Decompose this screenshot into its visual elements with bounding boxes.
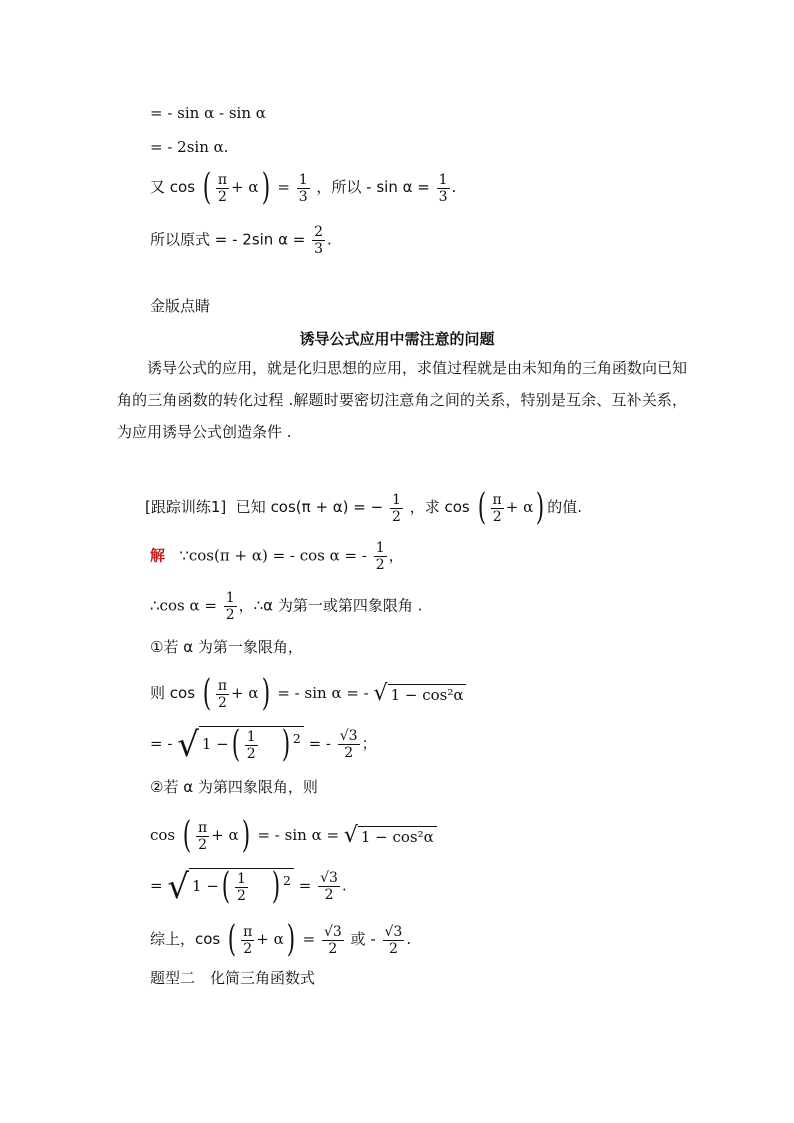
denominator: 2 bbox=[236, 887, 246, 904]
fraction bbox=[297, 172, 310, 205]
derivation-line-4 bbox=[150, 224, 332, 257]
right-paren: ) bbox=[281, 724, 291, 765]
right-paren: ) bbox=[271, 866, 281, 907]
fraction bbox=[241, 924, 254, 957]
denominator: 2 bbox=[344, 745, 354, 761]
exponent: 2 bbox=[292, 731, 301, 746]
radicand: 1 − cos²α bbox=[388, 684, 467, 705]
exponent: 2 bbox=[283, 873, 291, 888]
solution-line-4 bbox=[150, 673, 466, 714]
solution-line-3: ①若 α 为第一象限角， bbox=[150, 638, 303, 656]
left-paren: ( bbox=[202, 673, 212, 714]
text: 则 cos bbox=[150, 684, 196, 702]
text: = bbox=[302, 930, 316, 948]
fraction bbox=[224, 590, 237, 623]
fraction bbox=[491, 492, 504, 525]
numerator: √3 bbox=[320, 870, 338, 886]
left-paren: ( bbox=[477, 487, 486, 528]
text: + α bbox=[231, 178, 259, 196]
denominator: 2 bbox=[225, 607, 235, 623]
derivation-line-3 bbox=[150, 167, 457, 208]
text: = - bbox=[308, 734, 331, 753]
fraction bbox=[374, 540, 387, 573]
solution-line-9 bbox=[150, 919, 412, 960]
denominator: 2 bbox=[217, 694, 227, 711]
radicand bbox=[199, 726, 304, 763]
exercise-line bbox=[145, 487, 583, 528]
numerator: 1 bbox=[392, 491, 401, 508]
text: 又 cos bbox=[150, 178, 196, 196]
text: 已知 cos(π + α) = − bbox=[235, 498, 384, 516]
denominator: 3 bbox=[314, 241, 324, 257]
numerator: π bbox=[243, 923, 253, 940]
text: + α bbox=[505, 498, 534, 516]
numerator: 1 bbox=[246, 728, 256, 745]
fraction bbox=[383, 924, 405, 957]
text: + α bbox=[211, 826, 239, 844]
radicand: 1 − cos²α bbox=[358, 826, 437, 847]
numerator: 2 bbox=[314, 224, 324, 240]
text: + α bbox=[256, 930, 284, 948]
text: 的值. bbox=[547, 498, 583, 516]
exercise-label: [跟踪训练1] bbox=[145, 498, 227, 516]
denominator: 2 bbox=[492, 508, 502, 525]
text: 所以原式 = - 2sin α = bbox=[150, 230, 306, 249]
left-paren: ( bbox=[182, 815, 192, 856]
text: 1 − bbox=[201, 735, 229, 753]
left-paren: ( bbox=[227, 919, 237, 960]
next-section-heading: 题型二 化简三角函数式 bbox=[150, 969, 316, 987]
denominator: 2 bbox=[243, 940, 253, 957]
square-root: √ 1 − cos²α bbox=[344, 825, 437, 847]
denominator: 3 bbox=[298, 188, 308, 205]
solution-label: 解 bbox=[150, 546, 166, 565]
text: ∵cos(π + α) = - cos α = - bbox=[179, 546, 367, 565]
fraction bbox=[437, 172, 450, 205]
fraction bbox=[216, 678, 229, 711]
denominator: 3 bbox=[438, 188, 448, 205]
text: ∴cos α = bbox=[150, 596, 217, 615]
right-paren: ) bbox=[241, 815, 250, 856]
text: = - bbox=[150, 734, 173, 753]
left-paren: ( bbox=[221, 866, 231, 907]
right-paren: ) bbox=[261, 167, 270, 208]
left-paren: ( bbox=[231, 724, 240, 765]
denominator: 2 bbox=[388, 940, 398, 957]
fraction bbox=[318, 870, 340, 903]
text: ，求 cos bbox=[409, 498, 470, 516]
text: . bbox=[406, 930, 412, 948]
fraction bbox=[196, 820, 209, 853]
text: = bbox=[150, 876, 163, 895]
right-paren: ) bbox=[261, 673, 270, 714]
derivation-line-2: = - 2sin α. bbox=[150, 138, 229, 156]
fraction bbox=[312, 224, 325, 257]
solution-line-1 bbox=[150, 540, 404, 573]
text: . bbox=[451, 178, 457, 196]
text: ； bbox=[361, 734, 377, 753]
solution-line-2 bbox=[150, 590, 422, 623]
solution-line-8 bbox=[150, 868, 347, 905]
numerator: 1 bbox=[438, 171, 448, 188]
text: = bbox=[277, 178, 290, 196]
numerator: 1 bbox=[375, 540, 385, 556]
radicand bbox=[189, 868, 294, 905]
text: 1 − bbox=[192, 877, 219, 895]
section-heading: 金版点睛 bbox=[150, 297, 211, 315]
numerator: 1 bbox=[236, 870, 246, 887]
derivation-line-1: = - sin α - sin α bbox=[150, 104, 266, 122]
text: = - sin α = - bbox=[277, 684, 369, 702]
fraction bbox=[390, 492, 403, 525]
numerator: 1 bbox=[298, 171, 308, 188]
right-paren: ) bbox=[286, 919, 295, 960]
numerator: √3 bbox=[339, 728, 358, 744]
square-root: √ 1 − cos²α bbox=[374, 683, 467, 705]
fraction bbox=[235, 871, 248, 904]
denominator: 2 bbox=[328, 940, 338, 957]
text: = - sin α = bbox=[257, 826, 340, 844]
fraction bbox=[245, 729, 258, 762]
numerator: √3 bbox=[384, 923, 403, 940]
text: = bbox=[298, 876, 312, 895]
fraction bbox=[322, 924, 344, 957]
left-paren: ( bbox=[202, 167, 212, 208]
denominator: 2 bbox=[198, 836, 208, 853]
numerator: √3 bbox=[323, 923, 342, 940]
numerator: 1 bbox=[225, 590, 235, 606]
text: 或 - bbox=[350, 930, 376, 948]
solution-line-6: ②若 α 为第四象限角，则 bbox=[150, 778, 318, 796]
denominator: 2 bbox=[375, 557, 385, 573]
text: 综上，cos bbox=[150, 930, 221, 948]
text: ， bbox=[388, 546, 404, 565]
numerator: π bbox=[217, 677, 228, 694]
denominator: 2 bbox=[392, 508, 401, 525]
section-title: 诱导公式应用中需注意的问题 bbox=[299, 330, 495, 348]
denominator: 2 bbox=[246, 745, 256, 762]
square-root: √ 1 −( $\frac{1}{2}$ ) $^2$ bbox=[167, 868, 294, 905]
denominator: 2 bbox=[324, 887, 334, 903]
text: cos bbox=[150, 826, 176, 844]
solution-line-5 bbox=[150, 726, 377, 763]
right-paren: ) bbox=[536, 487, 545, 528]
numerator: π bbox=[197, 819, 208, 836]
text: ，所以 - sin α = bbox=[316, 178, 430, 196]
denominator: 2 bbox=[217, 188, 227, 205]
text: + α bbox=[231, 684, 259, 702]
numerator: π bbox=[217, 171, 228, 188]
fraction bbox=[338, 728, 360, 761]
text: ，∴α 为第一或第四象限角 . bbox=[238, 596, 423, 615]
fraction bbox=[216, 172, 229, 205]
text: . bbox=[327, 230, 332, 249]
square-root: √ 1 −( $\frac{1}{2}$ ) $^2$ bbox=[177, 726, 304, 763]
numerator: π bbox=[492, 491, 502, 508]
text: . bbox=[341, 876, 347, 895]
section-paragraph: 诱导公式的应用，就是化归思想的应用，求值过程就是由未知角的三角函数向已知角的三角函数的转化过程 .解题时要密切注意角之间的关系，特别是互余、互补关系，为应用诱导公式创造条件 . bbox=[117, 359, 688, 441]
solution-line-7 bbox=[150, 815, 437, 856]
